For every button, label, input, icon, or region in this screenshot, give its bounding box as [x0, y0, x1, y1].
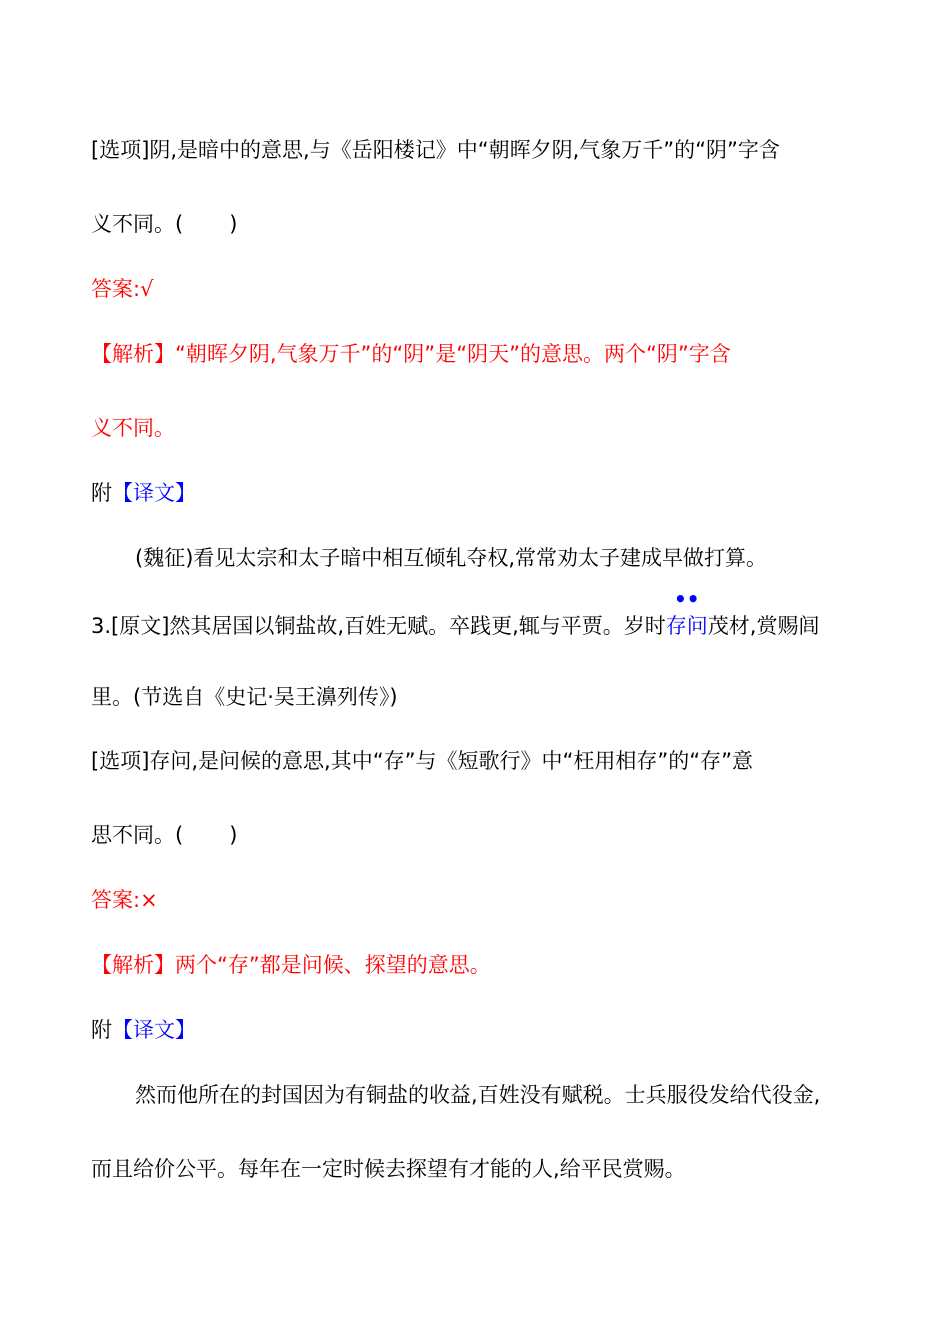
option-statement-line-2 — [91, 820, 861, 850]
analysis-line-1 — [91, 339, 861, 369]
option-statement-line-1 — [91, 135, 861, 165]
translation-label: 【译文】 — [112, 1018, 196, 1042]
appendix-heading — [91, 1015, 861, 1045]
answer-line — [91, 885, 861, 915]
original-text-line-2 — [91, 682, 861, 712]
option-statement-text: [选项]存问,是问候的意思,其中“存”与《短歌行》中“枉用相存”的“存”意 — [91, 749, 754, 773]
translation-paragraph — [135, 543, 865, 573]
translation-label: 【译文】 — [112, 481, 196, 505]
option-statement-line-2 — [91, 209, 861, 239]
answer-blank-close: ) — [229, 823, 238, 847]
analysis-line — [91, 950, 861, 980]
translation-line-1 — [135, 1080, 865, 1110]
translation-text: 然而他所在的封国因为有铜盐的收益,百姓没有赋税。士兵服役发给代役金, — [135, 1083, 821, 1107]
answer-line — [91, 274, 861, 304]
original-text-line-1 — [91, 587, 861, 641]
emphasized-word: •• 存问 — [666, 614, 708, 638]
appendix-prefix: 附 — [91, 1018, 112, 1042]
appendix-prefix: 附 — [91, 481, 112, 505]
translation-text-end: 而且给价公平。每年在一定时候去探望有才能的人,给平民赏赐。 — [91, 1157, 686, 1181]
option-statement-line-1 — [91, 746, 861, 776]
option-statement-text-end: 义不同。( — [91, 212, 184, 236]
option-statement-text: [选项]阴,是暗中的意思,与《岳阳楼记》中“朝晖夕阴,气象万千”的“阴”字含 — [91, 138, 780, 162]
analysis-line-2 — [91, 413, 861, 443]
original-text: 3.[原文]然其居国以铜盐故,百姓无赋。卒践更,辄与平贾。岁时 •• 存问茂材,赏赐闾 — [91, 611, 819, 641]
translation-text: (魏征)看见太宗和太子暗中相互倾轧夺权,常常劝太子建成早做打算。 — [135, 546, 768, 570]
emphasis-dots: •• — [673, 587, 700, 611]
appendix-heading — [91, 478, 861, 508]
answer-blank-close: ) — [229, 212, 238, 236]
original-text-source: 里。(节选自《史记·吴王濞列传》) — [91, 685, 398, 709]
option-statement-text-end: 思不同。( — [91, 823, 184, 847]
translation-line-2 — [91, 1154, 861, 1184]
answer-text: 答案:√ — [91, 277, 154, 301]
analysis-text-end: 义不同。 — [91, 416, 175, 440]
answer-text: 答案:× — [91, 888, 158, 912]
analysis-text: 【解析】两个“存”都是问候、探望的意思。 — [91, 953, 491, 977]
analysis-text: 【解析】“朝晖夕阴,气象万千”的“阴”是“阴天”的意思。两个“阴”字含 — [91, 342, 731, 366]
